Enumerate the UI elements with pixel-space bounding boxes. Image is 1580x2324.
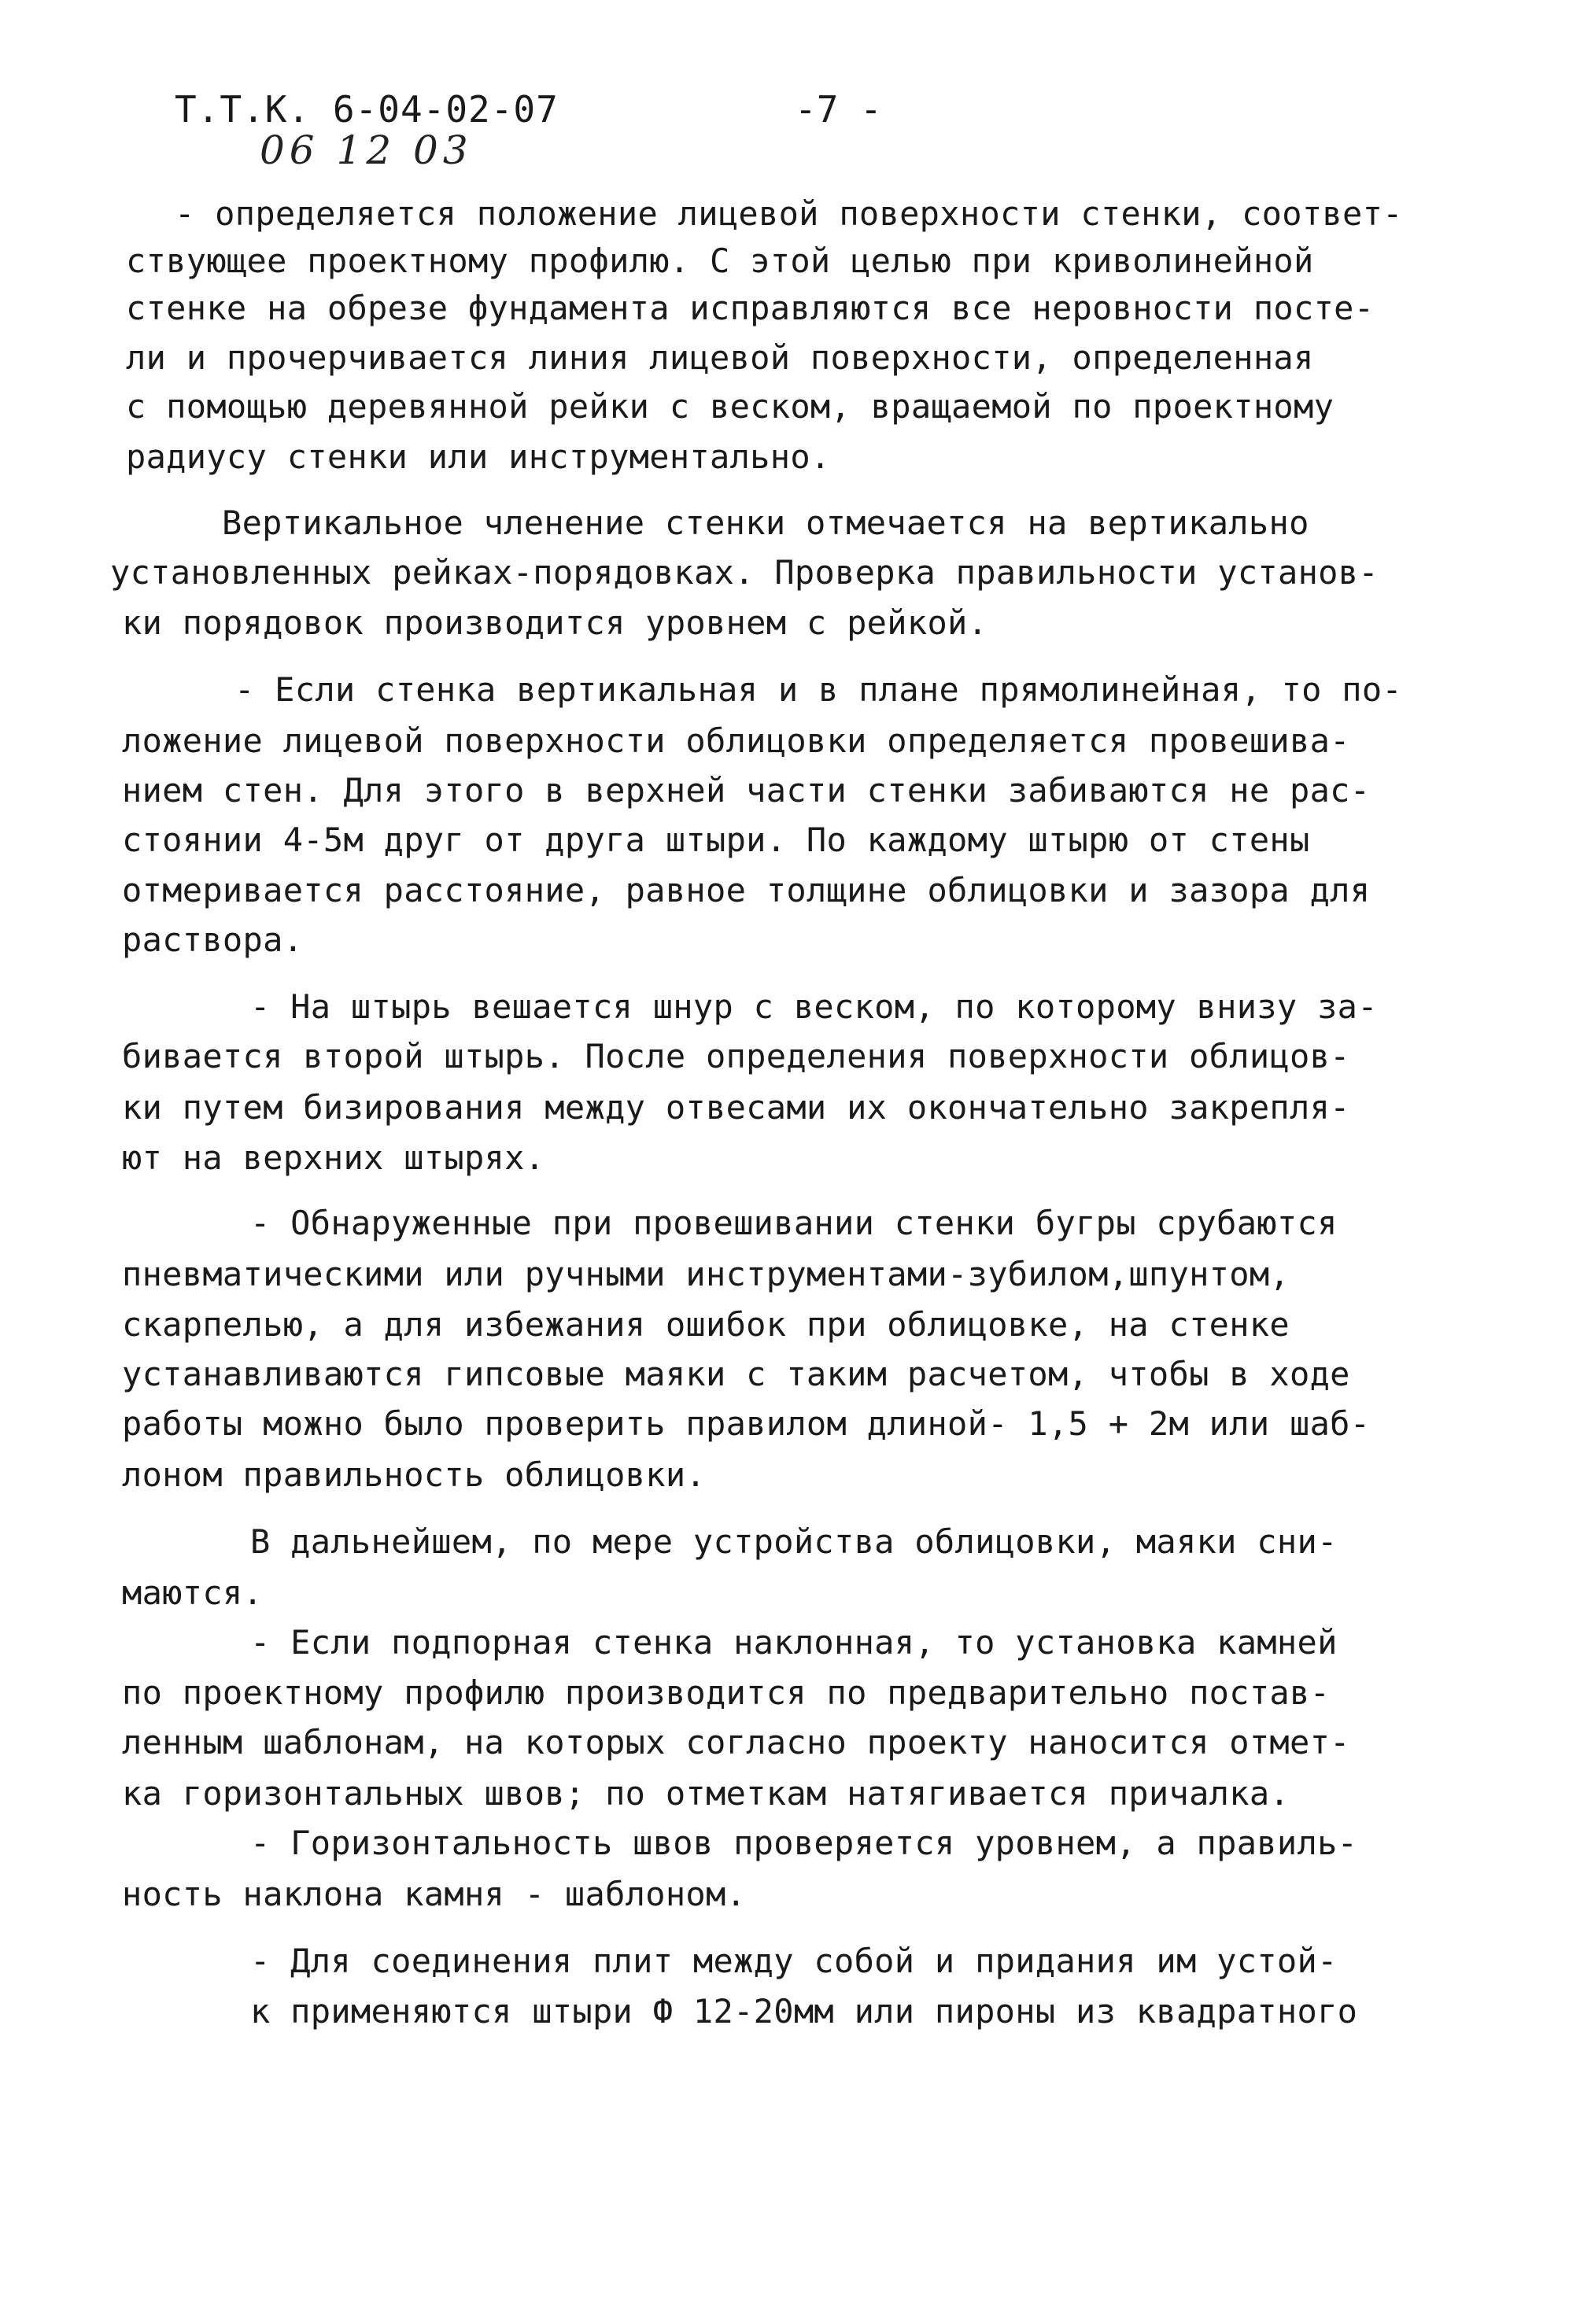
text-line: ка горизонтальных швов; по отметкам натягивается причалка. <box>122 1774 1290 1813</box>
text-line: - определяется положение лицевой поверхности стенки, соответ- <box>175 194 1403 233</box>
text-line: - Если подпорная стенка наклонная, то установка камней <box>250 1623 1338 1662</box>
page-number: -7 - <box>795 88 882 131</box>
text-line: с помощью деревянной рейки с веском, вращаемой по проектному <box>126 387 1335 426</box>
text-line: - Горизонтальность швов проверяется уровнем, а правиль- <box>250 1824 1358 1862</box>
text-line: радиусу стенки или инструментально. <box>126 437 831 476</box>
text-line: скарпелью, а для избежания ошибок при облицовке, на стенке <box>122 1305 1290 1344</box>
text-line: раствора. <box>122 920 304 959</box>
text-line: - Обнаруженные при провешивании стенки бугры срубаются <box>250 1204 1338 1242</box>
text-line: ли и прочерчивается линия лицевой поверхности, определенная <box>126 338 1314 377</box>
text-line: ложение лицевой поверхности облицовки определяется провешива- <box>122 721 1350 760</box>
document-code: Т.Т.К. 6-04-02-07 <box>175 88 559 131</box>
text-line: В дальнейшем, по мере устройства облицовки, маяки сни- <box>250 1522 1338 1561</box>
text-line: - Если стенка вертикальная и в плане прямолинейная, то по- <box>234 670 1402 709</box>
text-line: ют на верхних штырях. <box>122 1138 545 1177</box>
text-line: установленных рейках-порядовках. Проверка правильности установ- <box>110 553 1379 592</box>
text-line: по проектному профилю производится по предварительно постав- <box>122 1673 1331 1712</box>
text-line: стоянии 4-5м друг от друга штыри. По каждому штырю от стены <box>122 821 1310 859</box>
text-line: лоном правильность облицовки. <box>122 1455 706 1494</box>
text-line: - На штырь вешается шнур с веском, по которому внизу за- <box>250 987 1378 1026</box>
text-line: устанавливаются гипсовые маяки с таким расчетом, чтобы в ходе <box>122 1355 1350 1393</box>
handwritten-note: 06 12 03 <box>260 127 473 173</box>
text-line: ствующее проектному профилю. С этой целью при криволинейной <box>126 242 1314 280</box>
text-line: бивается второй штырь. После определения поверхности облицов- <box>122 1037 1350 1075</box>
text-line: работы можно было проверить правилом длиной- 1,5 + 2м или шаб- <box>122 1404 1371 1443</box>
text-line: ки путем бизирования между отвесами их окончательно закрепля- <box>122 1088 1350 1127</box>
text-line: маются. <box>122 1573 264 1612</box>
text-line: ки порядовок производится уровнем с рейкой. <box>122 603 988 642</box>
text-line: ленным шаблонам, на которых согласно проекту наносится отмет- <box>122 1723 1350 1761</box>
text-line: стенке на обрезе фундамента исправляются все неровности посте- <box>126 289 1375 327</box>
text-line: Вертикальное членение стенки отмечается на вертикально <box>222 504 1309 542</box>
text-line: отмеривается расстояние, равное толщине облицовки и зазора для <box>122 871 1371 909</box>
text-line: пневматическими или ручными инструментами-зубилом,шпунтом, <box>122 1255 1290 1293</box>
text-line: нием стен. Для этого в верхней части стенки забиваются не рас- <box>122 771 1371 810</box>
text-line: к применяются штыри Ф 12-20мм или пироны из квадратного <box>250 1992 1358 2031</box>
text-line: - Для соединения плит между собой и придания им устой- <box>250 1942 1338 1980</box>
text-line: ность наклона камня - шаблоном. <box>122 1875 747 1913</box>
